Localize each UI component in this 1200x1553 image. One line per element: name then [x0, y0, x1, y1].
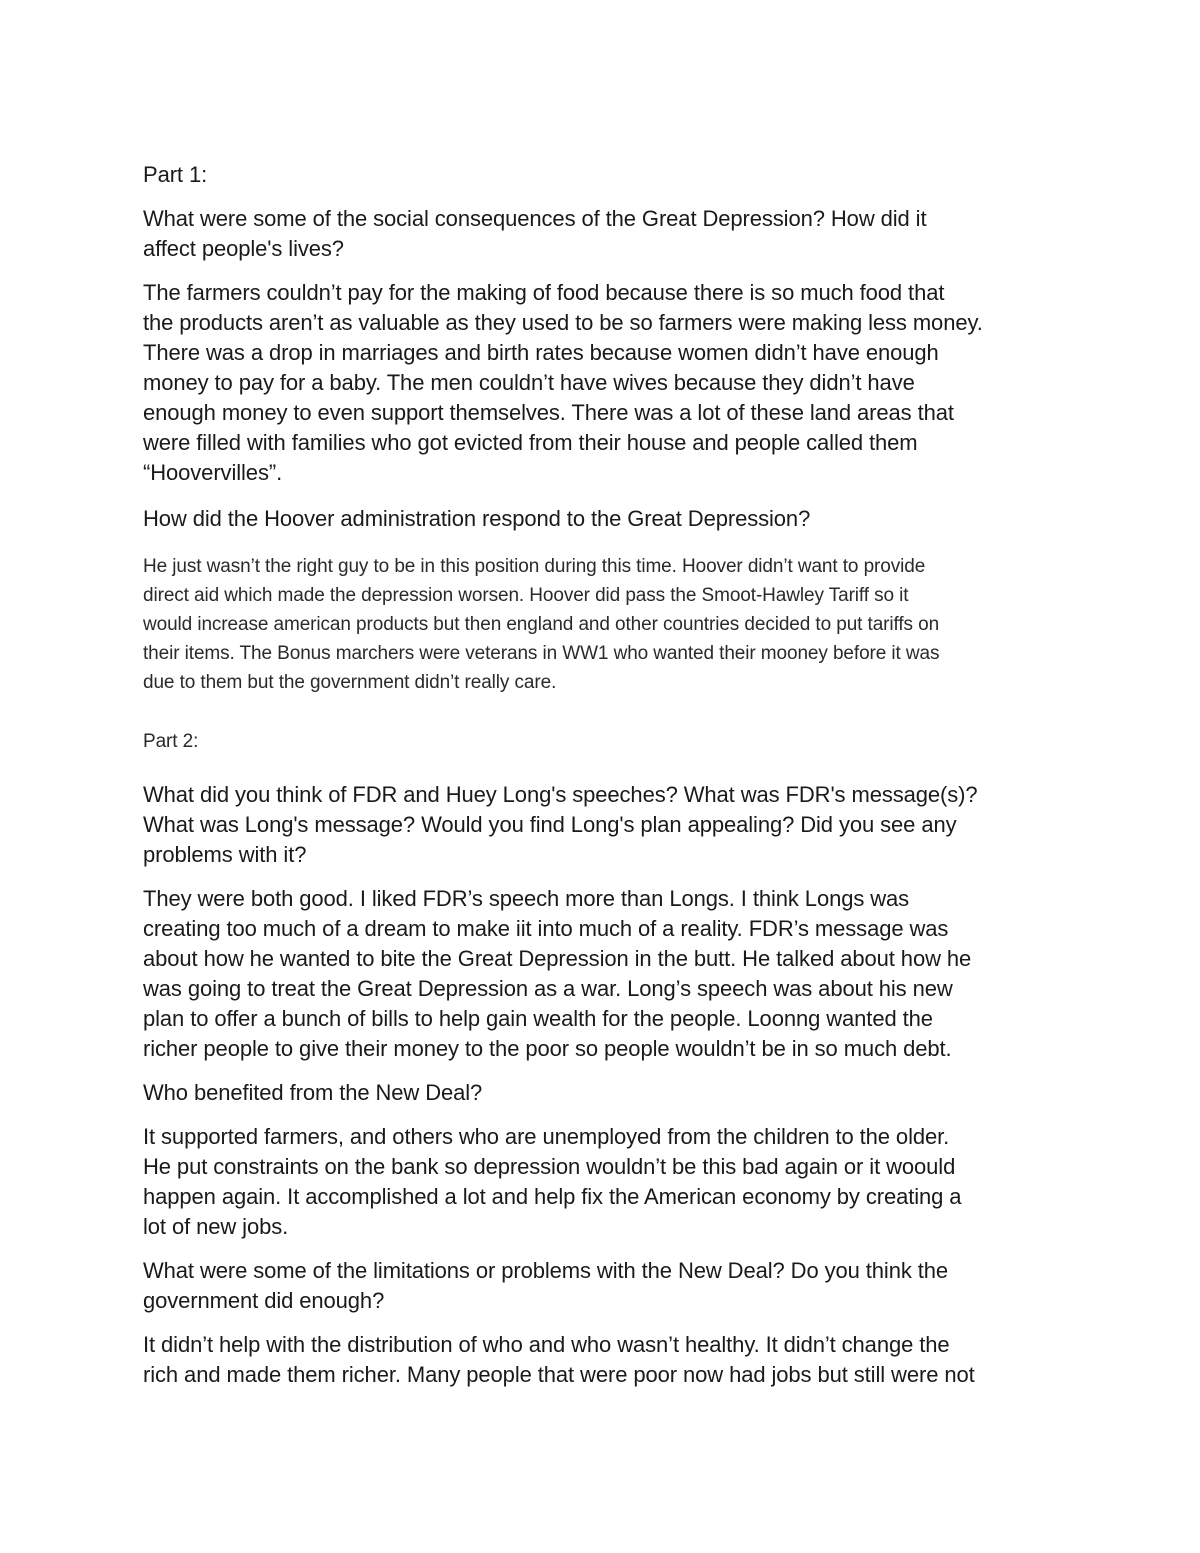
- text-line: He put constraints on the bank so depression wouldn’t be this bad again or it woould: [143, 1154, 956, 1179]
- answer-new-deal-beneficiaries: [143, 1122, 1063, 1242]
- text-line: problems with it?: [143, 842, 307, 867]
- document-body: [143, 160, 1063, 1390]
- text-line: rich and made them richer. Many people that were poor now had jobs but still were not: [143, 1362, 975, 1387]
- text-line: enough money to even support themselves. There was a lot of these land areas that: [143, 400, 954, 425]
- text-line: the products aren’t as valuable as they used to be so farmers were making less money.: [143, 310, 983, 335]
- text-line: Who benefited from the New Deal?: [143, 1080, 483, 1105]
- text-line: creating too much of a dream to make iit into much of a reality. FDR’s message was: [143, 916, 949, 941]
- text-line: their items. The Bonus marchers were veterans in WW1 who wanted their mooney before it was: [143, 643, 940, 664]
- text-line: government did enough?: [143, 1288, 385, 1313]
- question-new-deal-limitations: [143, 1256, 1063, 1316]
- answer-fdr-long-speeches: [143, 884, 1063, 1064]
- answer-new-deal-limitations: [143, 1330, 1063, 1390]
- text-line: It supported farmers, and others who are unemployed from the children to the older.: [143, 1124, 950, 1149]
- text-line: direct aid which made the depression worsen. Hoover did pass the Smoot-Hawley Tariff so it: [143, 585, 909, 606]
- text-line: He just wasn’t the right guy to be in this position during this time. Hoover didn’t want to provide: [143, 556, 926, 577]
- part-1-heading: [143, 160, 1063, 190]
- text-line: plan to offer a bunch of bills to help gain wealth for the people. Loonng wanted the: [143, 1006, 933, 1031]
- text-line: What did you think of FDR and Huey Long's speeches? What was FDR's message(s)?: [143, 782, 978, 807]
- text-line: happen again. It accomplished a lot and help fix the American economy by creating a: [143, 1184, 962, 1209]
- part-2-heading: [143, 727, 1063, 756]
- text-line: It didn’t help with the distribution of who and who wasn’t healthy. It didn’t change the: [143, 1332, 950, 1357]
- text-line: How did the Hoover administration respond to the Great Depression?: [143, 506, 811, 531]
- answer-social-consequences: [143, 278, 1063, 488]
- text-line: richer people to give their money to the poor so people wouldn’t be in so much debt.: [143, 1036, 952, 1061]
- text-line: What were some of the limitations or problems with the New Deal? Do you think the: [143, 1258, 949, 1283]
- text-line: “Hoovervilles”.: [143, 460, 283, 485]
- text-line: What was Long's message? Would you find Long's plan appealing? Did you see any: [143, 812, 957, 837]
- question-new-deal-beneficiaries: [143, 1078, 1063, 1108]
- question-hoover-response: [143, 504, 1063, 534]
- text-line: would increase american products but then england and other countries decided to put tariffs on: [143, 614, 940, 635]
- text-line: was going to treat the Great Depression as a war. Long’s speech was about his new: [143, 976, 953, 1001]
- text-line: lot of new jobs.: [143, 1214, 289, 1239]
- text-line: were filled with families who got evicted from their house and people called them: [143, 430, 918, 455]
- text-line: They were both good. I liked FDR’s speech more than Longs. I think Longs was: [143, 886, 910, 911]
- text-line: Part 2:: [143, 731, 199, 752]
- text-line: What were some of the social consequences of the Great Depression? How did it: [143, 206, 927, 231]
- answer-hoover-response: [143, 552, 1063, 697]
- question-fdr-long-speeches: [143, 780, 1063, 870]
- text-line: There was a drop in marriages and birth rates because women didn’t have enough: [143, 340, 939, 365]
- text-line: about how he wanted to bite the Great Depression in the butt. He talked about how he: [143, 946, 972, 971]
- question-social-consequences: [143, 204, 1063, 264]
- text-line: money to pay for a baby. The men couldn’t have wives because they didn’t have: [143, 370, 915, 395]
- text-line: The farmers couldn’t pay for the making of food because there is so much food that: [143, 280, 945, 305]
- text-line: affect people's lives?: [143, 236, 344, 261]
- text-line: due to them but the government didn’t really care.: [143, 672, 557, 693]
- text-line: Part 1:: [143, 162, 208, 187]
